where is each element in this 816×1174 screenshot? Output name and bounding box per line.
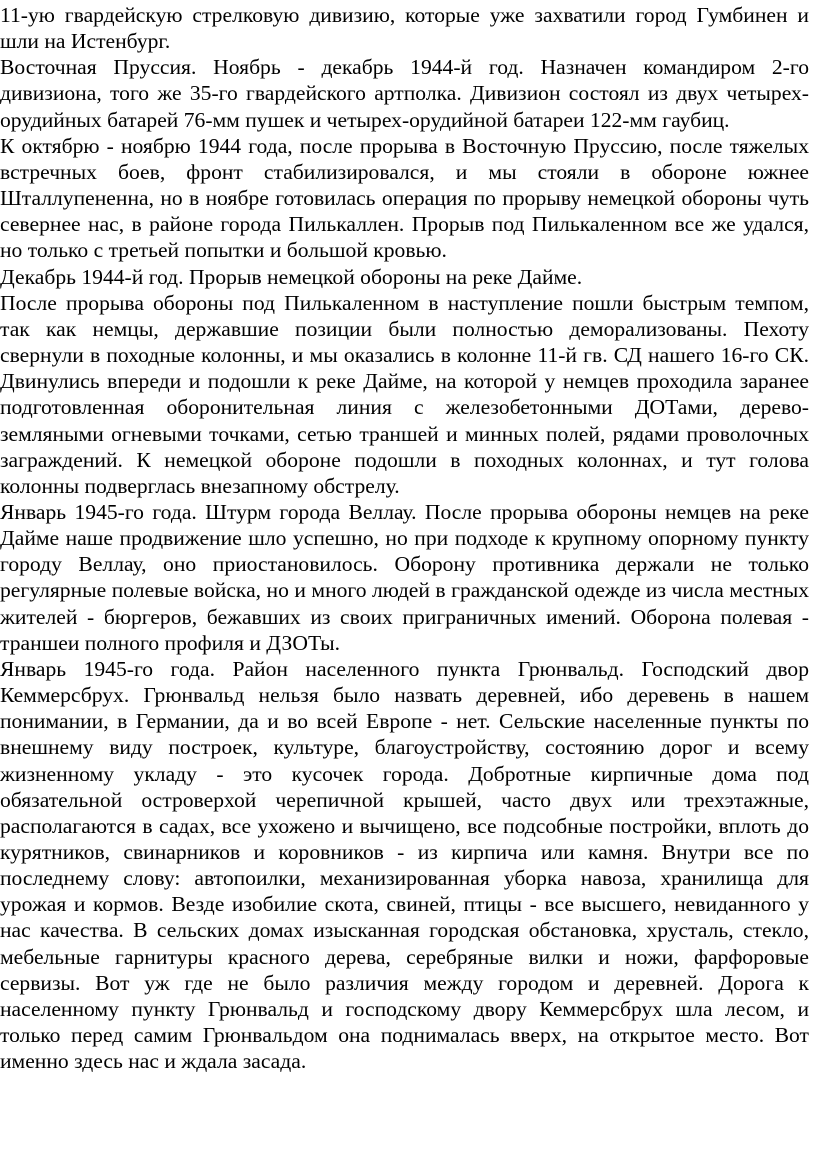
paragraph-wellau-assault: Январь 1945-го года. Штурм города Веллау. После прорыва обороны немцев на реке Дайме наше продвижение шло успешно, но при подходе к крупному опорному пункту городу Веллау, оно приостановилось. Оборону противника держали не только регулярные полевые войска, но и много людей в гражданской одежде из числа местных жителей - бюргеров, бежавших из своих приграничных имений. Оборона полевая - траншеи полного профиля и ДЗОТы. xyxy=(0,499,809,655)
paragraph-daime-breakthrough: После прорыва обороны под Пилькаленном в наступление пошли быстрым темпом, так как немцы, державшие позиции были полностью деморализованы. Пехоту свернули в походные колонны, и мы оказались в колонне 11-й гв. СД нашего 16-го СК. Двинулись впереди и подошли к реке Дайме, на которой у немцев проходила заранее подготовленная оборонительная линия с железобетонными ДОТами, дерево-земляными огневыми точками, сетью траншей и минных полей, рядами проволочных заграждений. К немецкой обороне подошли в походных колоннах, и тут голова колонны подверглась внезапному обстрелу. xyxy=(0,290,809,498)
paragraph-december-heading: Декабрь 1944-й год. Прорыв немецкой обороны на реке Дайме. xyxy=(0,264,583,289)
paragraph-continuation: 11-ую гвардейскую стрелковую дивизию, которые уже захватили город Гумбинен и шли на Истенбург. xyxy=(0,3,809,54)
paragraph-grunwald: Январь 1945-го года. Район населенного пункта Грюнвальд. Господский двор Кеммерсбрух. Грюнвальд нельзя было назвать деревней, ибо деревень в нашем понимании, в Германии, да и во всей Европе - нет. Сельские населенные пункты по внешнему виду построек, культуре, благоустройству, состоянию дорог и всему жизненному укладу - это кусочек города. Добротные кирпичные дома под обязательной островерхой черепичной крышей, часто двух или трехэтажные, располагаются в садах, все ухожено и вычищено, все подсобные постройки, вплоть до курятников, свинарников и коровников - из кирпича или камня. Внутри все по последнему слову: автопоилки, механизированная уборка навоза, хранилища для урожая и кормов. Везде изобилие скота, свиней, птицы - все высшего, невиданного у нас качества. В сельских домах изысканная городская обстановка, хрусталь, стекло, мебельные гарнитуры красного дерева, серебряные вилки и ножи, фарфоровые сервизы. Вот уж где не было различия между городом и деревней. Дорога к населенному пункту Грюнвальд и господскому двору Кеммерсбрух шла лесом, и только перед самим Грюнвальдом она поднималась вверх, на открытое место. Вот именно здесь нас и ждала засада. xyxy=(0,656,809,1074)
paragraph-october-november: К октябрю - ноябрю 1944 года, после прорыва в Восточную Пруссию, после тяжелых встречных боев, фронт стабилизировался, и мы стояли в обороне южнее Шталлупененна, но в ноябре готовилась операция по прорыву немецкой обороны чуть севернее нас, в районе города Пилькаллен. Прорыв под Пилькаленном все же удался, но только с третьей попытки и большой кровью. xyxy=(0,133,809,263)
paragraph-east-prussia: Восточная Пруссия. Ноябрь - декабрь 1944-й год. Назначен командиром 2-го дивизиона, того же 35-го гвардейского артполка. Дивизион состоял из двух четырех-орудийных батарей 76-мм пушек и четырех-орудийной батареи 122-мм гаубиц. xyxy=(0,55,809,132)
